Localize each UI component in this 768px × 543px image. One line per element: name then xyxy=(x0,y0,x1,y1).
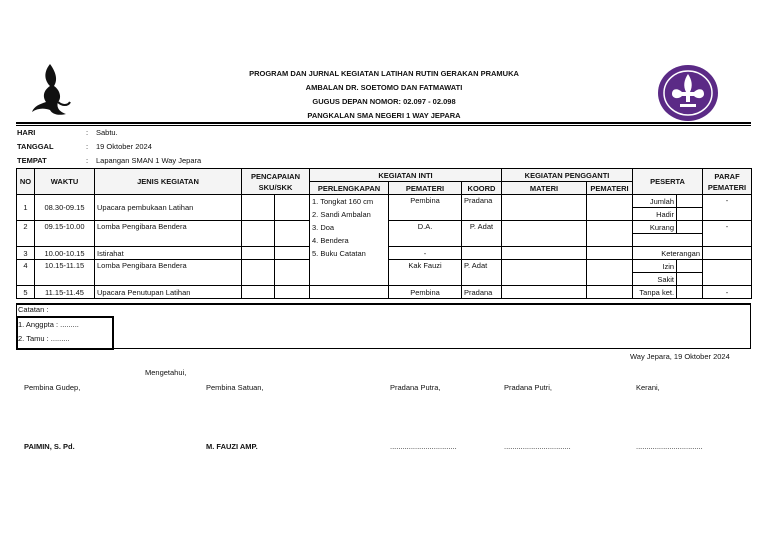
tempat-colon: : xyxy=(86,156,89,165)
table-cell-paraf: - xyxy=(703,286,752,299)
role-pradana-putra: Pradana Putra, xyxy=(390,383,441,392)
name-kerani: ................................ xyxy=(636,442,703,451)
table-cell-waktu: 10.15-11.15 xyxy=(35,260,95,286)
header-rule xyxy=(16,122,751,124)
hari-label: HARI xyxy=(17,128,36,137)
name-pembina-gudep: PAIMIN, S. Pd. xyxy=(24,442,75,451)
table-cell-jenis: Upacara pembukaan Latihan xyxy=(95,195,242,221)
table-cell-jenis: Lomba Pengibara Bendera xyxy=(95,260,242,286)
table-cell-pemateri: - xyxy=(389,247,462,260)
name-pembina-satuan: M. FAUZI AMP. xyxy=(206,442,258,451)
activity-table xyxy=(16,168,752,299)
col-no: NO xyxy=(17,169,35,195)
peserta-label: Tanpa ket. xyxy=(633,286,677,299)
peserta-keterangan: Keterangan xyxy=(633,247,703,260)
col-pencapaian: PENCAPAIAN SKU/SKK xyxy=(242,169,310,195)
table-cell-no: 2 xyxy=(17,221,35,247)
table-cell-jenis: Lomba Pengibara Bendera xyxy=(95,221,242,247)
tanggal-value: 19 Oktober 2024 xyxy=(96,142,152,151)
perlengkapan-item: 3. Doa xyxy=(310,221,389,234)
table-cell-pemateri: D.A. xyxy=(389,221,462,247)
col-materi: MATERI xyxy=(502,182,587,195)
role-pembina-gudep: Pembina Gudep, xyxy=(24,383,81,392)
peserta-label: Hadir xyxy=(633,208,677,221)
perlengkapan-item: 5. Buku Catatan xyxy=(310,247,389,260)
col-pemateri: PEMATERI xyxy=(389,182,462,195)
peserta-label: Sakit xyxy=(633,273,677,286)
table-cell-koord xyxy=(462,247,502,260)
table-cell-koord: Pradana xyxy=(462,286,502,299)
tempat-label: TEMPAT xyxy=(17,156,47,165)
table-cell-no: 4 xyxy=(17,260,35,286)
table-cell-waktu: 09.15-10.00 xyxy=(35,221,95,247)
place-date: Way Jepara, 19 Oktober 2024 xyxy=(630,352,730,361)
header-rule-thin xyxy=(16,125,751,126)
table-cell-paraf: - xyxy=(703,221,752,247)
mengetahui-label: Mengetahui, xyxy=(145,368,187,377)
col-paraf: PARAF PEMATERI xyxy=(703,169,752,195)
name-pradana-putri: ................................ xyxy=(504,442,571,451)
table-cell-pemateri: Pembina xyxy=(389,195,462,221)
tanggal-label: TANGGAL xyxy=(17,142,54,151)
title-line-4: PANGKALAN SMA NEGERI 1 WAY JEPARA xyxy=(307,111,461,120)
table-cell-jenis: Istirahat xyxy=(95,247,242,260)
table-cell-paraf xyxy=(703,260,752,286)
title-line-1: PROGRAM DAN JURNAL KEGIATAN LATIHAN RUTIN GERAKAN PRAMUKA xyxy=(249,69,519,78)
peserta-label: Jumlah xyxy=(633,195,677,208)
table-cell-paraf: - xyxy=(703,195,752,221)
perlengkapan-item: 2. Sandi Ambalan xyxy=(310,208,389,221)
title-line-3: GUGUS DEPAN NOMOR: 02.097 - 02.098 xyxy=(312,97,456,106)
table-cell-pemateri: Pembina xyxy=(389,286,462,299)
col-perlengkapan: PERLENGKAPAN xyxy=(310,182,389,195)
table-cell-waktu: 10.00-10.15 xyxy=(35,247,95,260)
perlengkapan-item: 1. Tongkat 160 cm xyxy=(310,195,389,208)
table-cell-no: 3 xyxy=(17,247,35,260)
role-pradana-putri: Pradana Putri, xyxy=(504,383,552,392)
col-kegiatan-inti: KEGIATAN INTI xyxy=(310,169,502,182)
peserta-label: Izin xyxy=(633,260,677,273)
col-peserta: PESERTA xyxy=(633,169,703,195)
tempat-value: Lapangan SMAN 1 Way Jepara xyxy=(96,156,202,165)
name-pradana-putra: ................................ xyxy=(390,442,457,451)
role-kerani: Kerani, xyxy=(636,383,660,392)
table-cell-waktu: 08.30-09.15 xyxy=(35,195,95,221)
catatan-label: Catatan : xyxy=(18,305,49,314)
col-kegiatan-pengganti: KEGIATAN PENGGANTI xyxy=(502,169,633,182)
table-cell-no: 1 xyxy=(17,195,35,221)
hari-colon: : xyxy=(86,128,89,137)
perlengkapan-item: 4. Bendera xyxy=(310,234,389,247)
catatan-box xyxy=(16,303,751,349)
catatan-anggota: 1. Anggpta : ......... xyxy=(18,320,79,329)
table-cell-koord: Pradana xyxy=(462,195,502,221)
col-pemateri-pengganti: PEMATERI xyxy=(587,182,633,195)
catatan-tamu: 2. Tamu : ......... xyxy=(18,334,70,343)
table-cell-jenis: Upacara Penutupan Latihan xyxy=(95,286,242,299)
title-line-2: AMBALAN DR. SOETOMO DAN FATMAWATI xyxy=(305,83,463,92)
peserta-label: Kurang xyxy=(633,221,677,234)
table-cell-waktu: 11.15-11.45 xyxy=(35,286,95,299)
role-pembina-satuan: Pembina Satuan, xyxy=(206,383,264,392)
col-waktu: WAKTU xyxy=(35,169,95,195)
table-cell-pemateri: Kak Fauzi xyxy=(389,260,462,286)
table-cell-koord: P. Adat xyxy=(462,260,502,286)
col-koord: KOORD xyxy=(462,182,502,195)
table-cell-no: 5 xyxy=(17,286,35,299)
table-cell-koord: P. Adat xyxy=(462,221,502,247)
tanggal-colon: : xyxy=(86,142,89,151)
table-cell-paraf xyxy=(703,247,752,260)
col-jenis: JENIS KEGIATAN xyxy=(95,169,242,195)
hari-value: Sabtu. xyxy=(96,128,118,137)
